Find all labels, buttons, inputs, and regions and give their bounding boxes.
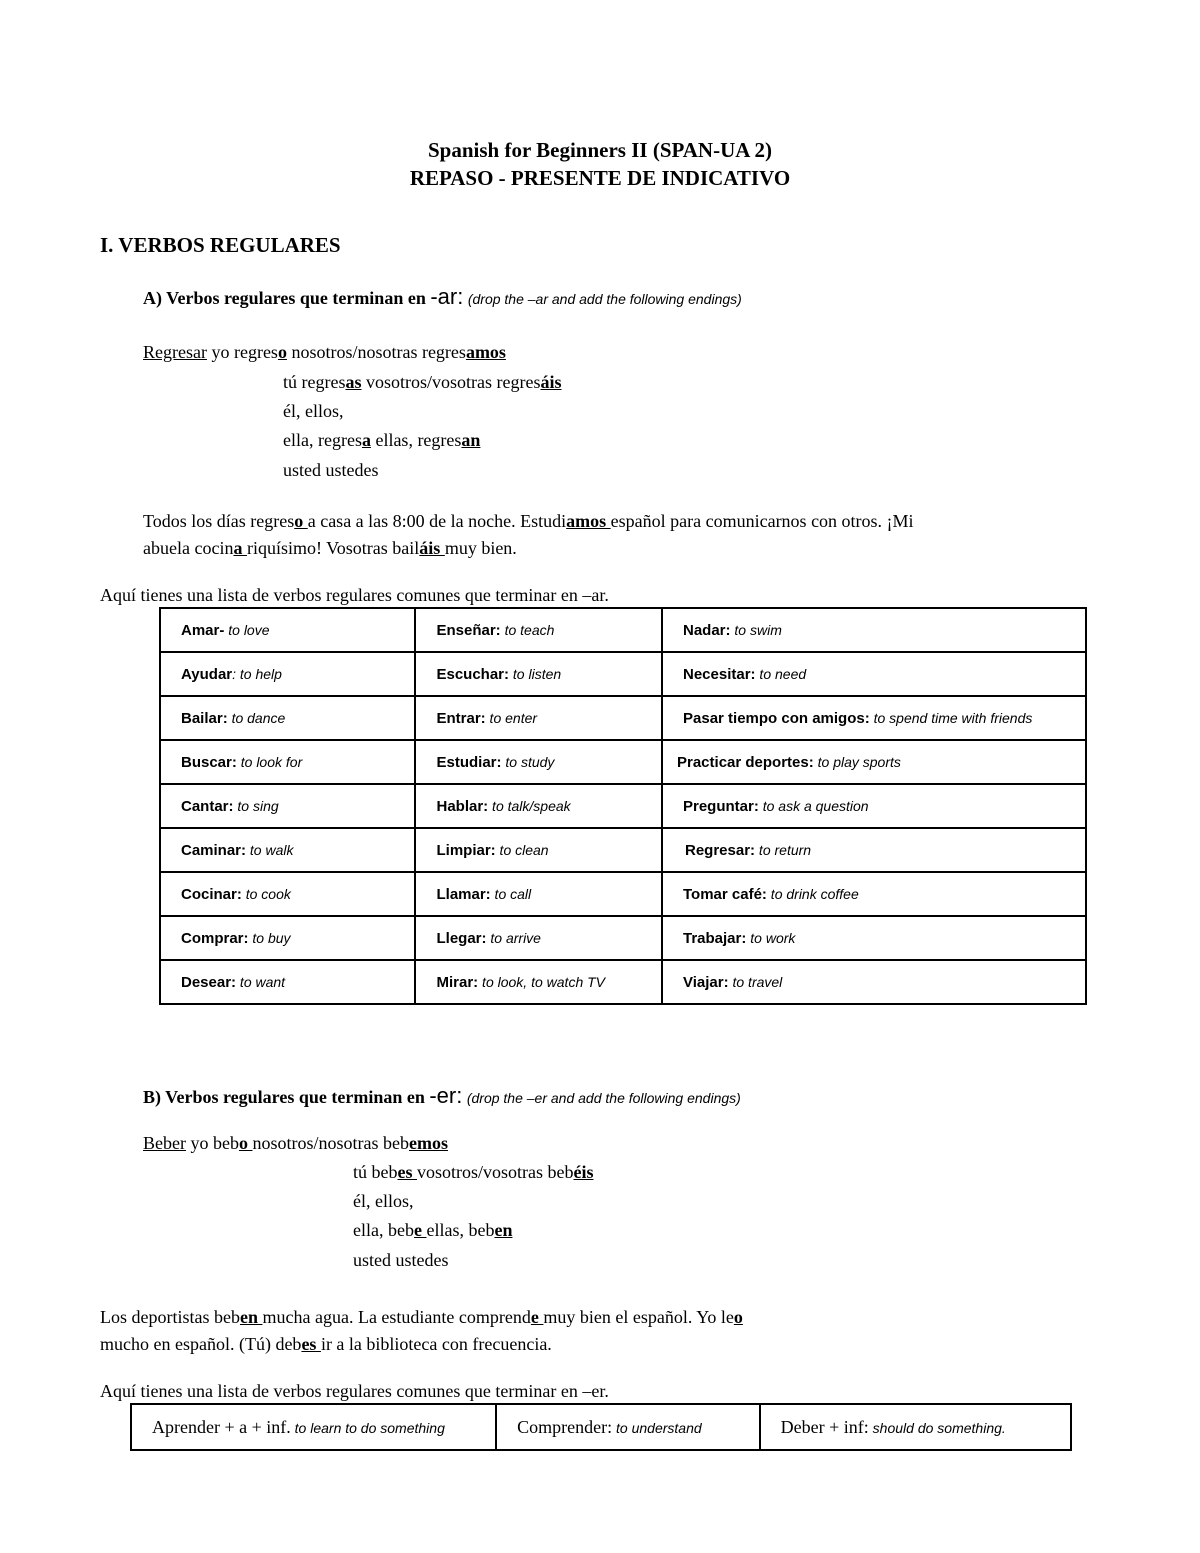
verb-translation: to learn to do something <box>290 1419 445 1436</box>
verb-name: Regresar: <box>685 841 756 859</box>
verb-translation: to understand <box>612 1419 702 1436</box>
ar-ellas: ellas, regres <box>370 430 462 450</box>
verb-name: Trabajar: <box>683 929 747 947</box>
verb-name: Viajar: <box>683 973 729 991</box>
ar-table-cell <box>662 828 1086 872</box>
ar-table-cell <box>160 872 415 916</box>
ar-verb-table <box>159 607 1087 1005</box>
verb-translation: to teach <box>500 621 555 638</box>
verb-translation: to return <box>755 841 812 858</box>
verb-name: Escuchar: <box>436 665 510 683</box>
ar-table-cell <box>160 740 415 784</box>
ar-table-cell <box>415 740 662 784</box>
verb-translation: to look for <box>236 753 303 770</box>
ar-ella: ella, regres <box>283 430 362 450</box>
ar-table-row <box>160 960 1086 1004</box>
ar-table-cell <box>662 872 1086 916</box>
verb-name: Pasar tiempo con amigos: <box>683 709 870 727</box>
ar-table-cell <box>160 608 415 652</box>
ar-nos-ending: amos <box>465 342 506 362</box>
er-example-line-2: mucho en español. (Tú) debes ir a la biblioteca con frecuencia. <box>100 1334 552 1354</box>
verb-translation: to play sports <box>813 753 901 770</box>
ar-table-cell <box>662 784 1086 828</box>
ar-nos: nosotros/nosotras regres <box>286 342 466 362</box>
er-ending: -er: <box>429 1083 463 1108</box>
verb-name: Enseñar: <box>436 621 501 639</box>
er-nos: nosotros/nosotras beb <box>252 1133 409 1153</box>
verb-translation: to need <box>755 665 807 682</box>
er-vos-ending: éis <box>573 1162 594 1182</box>
er-ella: ella, beb <box>353 1220 414 1240</box>
section-heading: I. VERBOS REGULARES <box>100 233 341 257</box>
ar-example-line-2: abuela cocina riquísimo! Vosotras bailáis muy bien. <box>143 538 517 558</box>
ar-list-intro: Aquí tienes una lista de verbos regulares comunes que terminar en –ar. <box>100 585 609 605</box>
ar-table-row <box>160 872 1086 916</box>
ar-conjugation-row-4 <box>283 430 480 451</box>
verb-translation: to walk <box>246 841 294 858</box>
verb-translation: to call <box>490 885 532 902</box>
er-conjugation-row-2 <box>353 1162 594 1183</box>
ar-table-cell <box>415 784 662 828</box>
verb-translation: to clean <box>495 841 549 858</box>
verb-translation: should do something. <box>868 1419 1006 1436</box>
ar-table-cell <box>415 872 662 916</box>
er-ellas: ellas, beb <box>426 1220 495 1240</box>
verb-name: Buscar: <box>181 753 237 771</box>
ar-table-cell <box>662 696 1086 740</box>
verb-translation: to listen <box>509 665 562 682</box>
ar-table-cell <box>160 828 415 872</box>
ar-table-cell <box>662 916 1086 960</box>
verb-translation: to cook <box>241 885 291 902</box>
verb-name: Cocinar: <box>181 885 242 903</box>
ar-table-cell <box>662 740 1086 784</box>
ar-tu-ending: as <box>345 372 362 392</box>
verb-translation: to arrive <box>486 929 541 946</box>
ar-conjugation-row-5: usted ustedes <box>283 460 379 480</box>
er-example-line-1: Los deportistas beben mucha agua. La estudiante comprende muy bien el español. Yo leo <box>100 1307 743 1327</box>
verb-name: Ayudar <box>181 665 233 683</box>
verb-name: Comprar: <box>181 929 249 947</box>
er-tu-ending: es <box>397 1162 417 1182</box>
er-yo: yo beb <box>185 1133 239 1153</box>
verb-translation: to love <box>224 621 270 638</box>
er-subheading <box>143 1083 741 1109</box>
er-verb: Beber <box>143 1133 186 1153</box>
verb-translation: to talk/speak <box>488 797 571 814</box>
er-conjugation-row-3: él, ellos, <box>353 1191 414 1211</box>
ar-table-cell <box>662 960 1086 1004</box>
verb-translation: to dance <box>227 709 286 726</box>
verb-translation: to spend time with friends <box>869 709 1033 726</box>
verb-name: Cantar: <box>181 797 234 815</box>
er-tu: tú beb <box>353 1162 398 1182</box>
er-table-cell <box>496 1404 760 1450</box>
er-yo-ending: o <box>238 1133 253 1153</box>
verb-name: Llamar: <box>436 885 491 903</box>
ar-table-cell <box>415 828 662 872</box>
ar-table-cell <box>415 960 662 1004</box>
ar-table-cell <box>662 652 1086 696</box>
verb-translation: to drink coffee <box>766 885 859 902</box>
er-conjugation-row-4 <box>353 1220 512 1241</box>
ar-conjugation-row-2 <box>283 372 562 393</box>
document-title: Spanish for Beginners II (SPAN-UA 2) <box>427 138 773 162</box>
ar-table-cell <box>415 696 662 740</box>
verb-translation: to sing <box>233 797 279 814</box>
verb-name: Preguntar: <box>683 797 759 815</box>
verb-name: Desear: <box>181 973 237 991</box>
ar-example-line-1: Todos los días regreso a casa a las 8:00 de la noche. Estudiamos español para comunicarnos con otros. ¡Mi <box>143 511 914 531</box>
verb-name: Entrar: <box>436 709 486 727</box>
er-verb-table <box>130 1403 1072 1451</box>
verb-name: Limpiar: <box>436 841 496 859</box>
verb-name: Comprender: <box>517 1416 613 1437</box>
er-note: (drop the –er and add the following endings) <box>466 1090 741 1106</box>
verb-name: Llegar: <box>436 929 487 947</box>
verb-name: Caminar: <box>181 841 247 859</box>
verb-translation: to buy <box>248 929 291 946</box>
ar-verb: Regresar <box>143 342 207 362</box>
verb-name: Practicar deportes: <box>677 753 814 771</box>
verb-translation: : to help <box>232 665 282 682</box>
ar-table-row <box>160 696 1086 740</box>
er-ella-ending: e <box>413 1220 427 1240</box>
ar-tu: tú regres <box>283 372 346 392</box>
ar-conjugation-row-3: él, ellos, <box>283 401 344 421</box>
er-table-cell <box>760 1404 1071 1450</box>
ar-yo-ending: o <box>277 342 287 362</box>
verb-translation: to travel <box>728 973 783 990</box>
verb-translation: to ask a question <box>758 797 869 814</box>
verb-translation: to study <box>501 753 555 770</box>
verb-name: Amar- <box>181 621 225 639</box>
ar-conjugation-row-1 <box>143 342 506 363</box>
ar-table-row <box>160 740 1086 784</box>
verb-name: Tomar café: <box>683 885 767 903</box>
ar-table-cell <box>415 652 662 696</box>
er-vos: vosotros/vosotras beb <box>417 1162 574 1182</box>
er-table-cell <box>131 1404 496 1450</box>
verb-name: Mirar: <box>436 973 479 991</box>
verb-name: Aprender + a + inf. <box>152 1416 291 1437</box>
ar-subheading <box>143 284 742 310</box>
er-subheading-text: B) Verbos regulares que terminan en <box>143 1087 430 1107</box>
ar-subheading-text: A) Verbos regulares que terminan en <box>143 288 431 308</box>
er-conjugation-row-1 <box>143 1133 448 1154</box>
ar-table-cell <box>160 696 415 740</box>
verb-translation: to work <box>746 929 796 946</box>
verb-translation: to want <box>236 973 286 990</box>
verb-name: Nadar: <box>683 621 731 639</box>
er-ellas-ending: en <box>494 1220 513 1240</box>
er-list-intro: Aquí tienes una lista de verbos regulares comunes que terminar en –er. <box>100 1381 609 1401</box>
verb-translation: to enter <box>485 709 538 726</box>
verb-name: Estudiar: <box>436 753 502 771</box>
ar-table-row <box>160 784 1086 828</box>
ar-table-cell <box>160 784 415 828</box>
ar-table-cell <box>160 960 415 1004</box>
ar-table-row <box>160 828 1086 872</box>
verb-name: Bailar: <box>181 709 228 727</box>
verb-translation: to swim <box>730 621 782 638</box>
ar-vos: vosotros/vosotras regres <box>361 372 541 392</box>
ar-table-cell <box>415 916 662 960</box>
ar-table-row <box>160 608 1086 652</box>
ar-note: (drop the –ar and add the following endings) <box>467 291 742 307</box>
ar-table-cell <box>415 608 662 652</box>
ar-vos-ending: áis <box>540 372 562 392</box>
er-table-row <box>131 1404 1071 1450</box>
verb-name: Deber + inf: <box>780 1416 869 1437</box>
ar-table-row <box>160 916 1086 960</box>
document-subtitle: REPASO - PRESENTE DE INDICATIVO <box>409 166 791 190</box>
ar-ending: -ar: <box>430 284 464 309</box>
er-nos-ending: emos <box>408 1133 448 1153</box>
er-conjugation-row-5: usted ustedes <box>353 1250 449 1270</box>
ar-ella-ending: a <box>361 430 371 450</box>
ar-ellas-ending: an <box>461 430 481 450</box>
verb-name: Necesitar: <box>683 665 756 683</box>
ar-table-cell <box>662 608 1086 652</box>
verb-name: Hablar: <box>436 797 489 815</box>
ar-table-row <box>160 652 1086 696</box>
ar-yo: yo regres <box>211 342 278 362</box>
ar-table-cell <box>160 916 415 960</box>
verb-translation: to look, to watch TV <box>478 973 606 990</box>
ar-table-cell <box>160 652 415 696</box>
